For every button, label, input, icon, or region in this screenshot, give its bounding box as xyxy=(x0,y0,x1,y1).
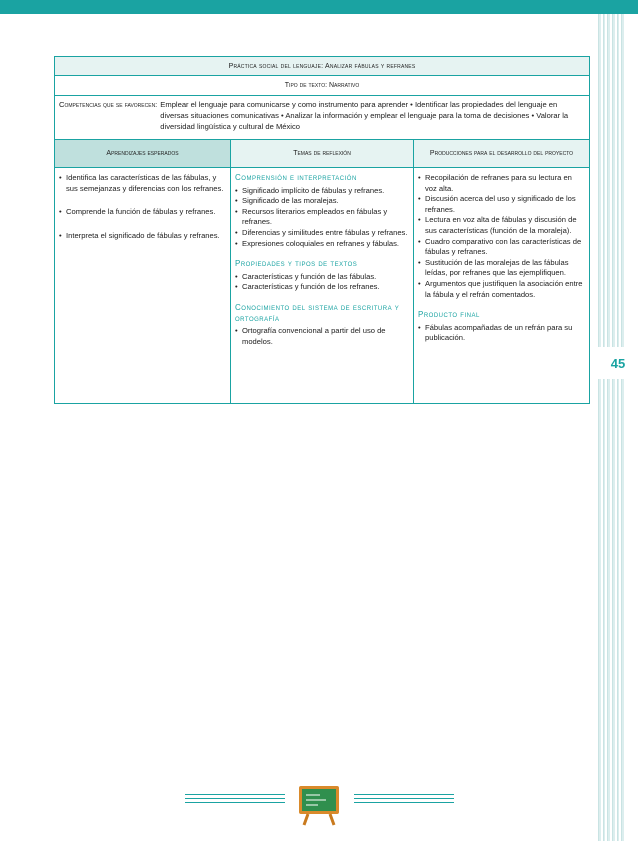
list-item: • Sustitución de las moralejas de las fábulas leídas, por refranes que las ejemplifiquen. xyxy=(418,258,585,279)
list-item: • Significado implícito de fábulas y refranes. xyxy=(235,186,409,197)
curriculum-table xyxy=(54,56,590,404)
header-learnings: Aprendizajes esperados xyxy=(55,140,231,167)
section-title: Conocimiento del sistema de escritura y ortografía xyxy=(235,302,400,323)
table-title: Práctica social del lenguaje: Analizar fábulas y refranes xyxy=(55,57,589,76)
learnings-column xyxy=(55,168,231,403)
section-title: Propiedades y tipos de textos xyxy=(235,259,358,269)
list-item: • Recursos literarios empleados en fábulas y refranes. xyxy=(235,207,409,228)
list-item: • Interpreta el significado de fábulas y refranes. xyxy=(59,231,226,242)
column-headers xyxy=(55,140,589,168)
list-item: • Identifica las características de las fábulas, y sus semejanzas y diferencias con los refranes. xyxy=(59,173,226,194)
productions-column xyxy=(414,168,589,403)
list-item: • Diferencias y similitudes entre fábulas y refranes. xyxy=(235,228,409,239)
header-topics: Temas de reflexión xyxy=(231,140,414,167)
list-item: • Ortografía convencional a partir del uso de modelos. xyxy=(235,326,409,347)
list-item: • Recopilación de refranes para su lectura en voz alta. xyxy=(418,173,585,194)
list-item: • Significado de las moralejas. xyxy=(235,196,409,207)
list-item: • Características y función de los refranes. xyxy=(235,282,409,293)
top-band xyxy=(0,0,638,14)
competencies-label: Competencias que se favorecen: xyxy=(59,100,158,109)
list-item: • Discusión acerca del uso y significado de los refranes. xyxy=(418,194,585,215)
chalkboard-icon xyxy=(296,783,342,827)
footer-rule-left xyxy=(185,794,285,804)
list-item: • Fábulas acompañadas de un refrán para su publicación. xyxy=(418,323,585,344)
footer-rule-right xyxy=(354,794,454,804)
list-item: • Argumentos que justifiquen la asociación entre la fábula y el refrán comentados. xyxy=(418,279,585,300)
header-productions: Producciones para el desarrollo del proyecto xyxy=(429,150,574,157)
page-number: 45 xyxy=(598,347,638,379)
section-title: Comprensión e interpretación xyxy=(235,173,357,182)
text-type: Tipo de texto: Narrativo xyxy=(55,76,589,96)
table-body xyxy=(55,168,589,403)
list-item: • Características y función de las fábulas. xyxy=(235,272,409,283)
topics-column xyxy=(231,168,414,403)
competencies-row xyxy=(55,96,589,140)
list-item: • Cuadro comparativo con las características de fábulas y refranes. xyxy=(418,237,585,258)
side-decoration xyxy=(598,14,624,841)
section-title: Producto final xyxy=(418,310,480,320)
list-item: • Expresiones coloquiales en refranes y fábulas. xyxy=(235,239,409,250)
list-item: • Lectura en voz alta de fábulas y discusión de sus características (función de la moraleja). xyxy=(418,215,585,236)
list-item: • Comprende la función de fábulas y refranes. xyxy=(59,207,226,218)
competencies-text: Emplear el lenguaje para comunicarse y como instrumento para aprender • Identificar las propiedades del lenguaje en diversas situaciones comunicativas • Analizar la información y emplear el lenguaje para la toma de decisiones • Valorar la diversidad lingüística y cultural de México xyxy=(160,100,569,131)
